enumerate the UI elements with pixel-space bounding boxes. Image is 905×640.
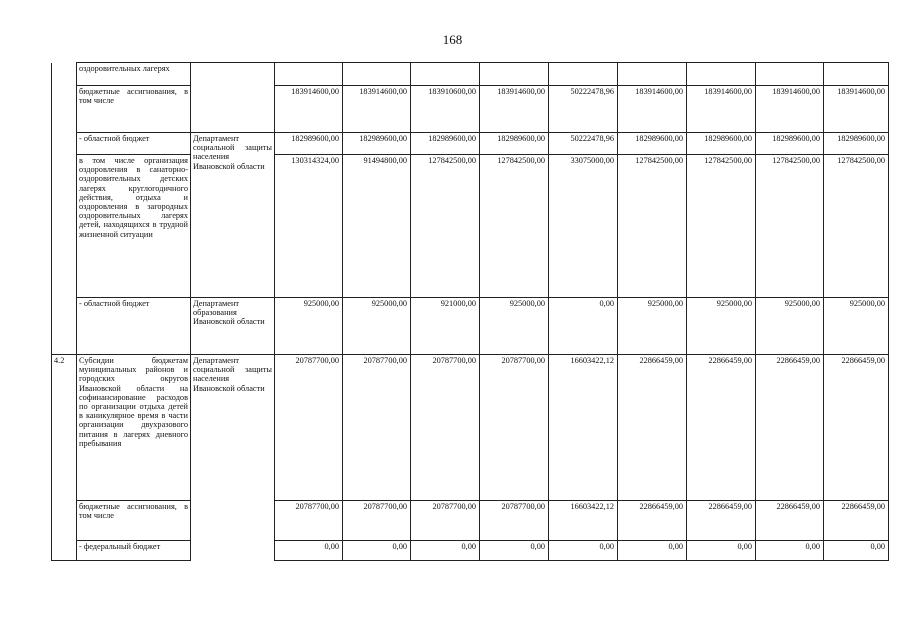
row-number (52, 298, 77, 355)
value-cell (275, 63, 343, 86)
value-cell: 183914600,00 (275, 86, 343, 133)
table-row (52, 63, 889, 86)
value-cell: 127842500,00 (411, 155, 480, 298)
value-cell (756, 63, 824, 86)
row-number: 4.2 (52, 355, 77, 501)
row-number (52, 63, 77, 86)
value-cell (618, 63, 687, 86)
value-cell: 16603422,12 (549, 355, 618, 501)
value-cell: 22866459,00 (824, 501, 889, 541)
value-cell: 925000,00 (275, 298, 343, 355)
value-cell: 16603422,12 (549, 501, 618, 541)
row-name: - областной бюджет (77, 298, 191, 355)
value-cell: 20787700,00 (275, 501, 343, 541)
value-cell: 183914600,00 (618, 86, 687, 133)
row-executor: Департамент социальной защиты населения Ивановской области (191, 133, 275, 298)
value-cell: 182989600,00 (275, 133, 343, 155)
value-cell: 183914600,00 (343, 86, 411, 133)
row-name: в том числе организация оздоровления в санаторно-оздоровительных детских лагерях круглогодичного действия, отдыха и оздоровления в загородных оздоровительных лагерях детей, находящихся в трудной жизненной ситуации (77, 155, 191, 298)
value-cell: 20787700,00 (480, 501, 549, 541)
value-cell: 925000,00 (756, 298, 824, 355)
value-cell: 182989600,00 (618, 133, 687, 155)
value-cell: 33075000,00 (549, 155, 618, 298)
value-cell: 22866459,00 (687, 501, 756, 541)
value-cell: 50222478,96 (549, 133, 618, 155)
value-cell: 0,00 (343, 541, 411, 561)
value-cell: 127842500,00 (824, 155, 889, 298)
value-cell: 0,00 (687, 541, 756, 561)
row-number (52, 541, 77, 561)
value-cell: 0,00 (411, 541, 480, 561)
value-cell: 20787700,00 (480, 355, 549, 501)
value-cell: 183914600,00 (756, 86, 824, 133)
page-number: 168 (442, 32, 463, 47)
value-cell: 182989600,00 (756, 133, 824, 155)
value-cell: 0,00 (480, 541, 549, 561)
row-name: Субсидии бюджетам муниципальных районов и городских округов Ивановской области на софинансирование расходов по организации отдыха детей в каникулярное время в части организации двухразового питания в лагерях дневного пребывания (77, 355, 191, 501)
value-cell: 22866459,00 (618, 355, 687, 501)
value-cell: 0,00 (618, 541, 687, 561)
value-cell: 182989600,00 (411, 133, 480, 155)
table-row (52, 298, 889, 355)
value-cell: 127842500,00 (618, 155, 687, 298)
value-cell: 127842500,00 (756, 155, 824, 298)
value-cell: 0,00 (275, 541, 343, 561)
table-row (52, 501, 889, 541)
value-cell: 22866459,00 (618, 501, 687, 541)
row-executor: Департамент образования Ивановской области (191, 298, 275, 355)
value-cell: 183914600,00 (824, 86, 889, 133)
value-cell: 182989600,00 (343, 133, 411, 155)
row-name: оздоровительных лагерях (77, 63, 191, 86)
row-executor (191, 63, 275, 133)
value-cell: 20787700,00 (343, 501, 411, 541)
value-cell: 127842500,00 (480, 155, 549, 298)
row-number (52, 133, 77, 155)
value-cell: 0,00 (756, 541, 824, 561)
table-row (52, 155, 889, 298)
value-cell: 183914600,00 (687, 86, 756, 133)
value-cell: 20787700,00 (411, 501, 480, 541)
value-cell: 0,00 (824, 541, 889, 561)
table-row (52, 355, 889, 501)
table-row (52, 133, 889, 155)
value-cell: 925000,00 (343, 298, 411, 355)
value-cell: 22866459,00 (824, 355, 889, 501)
value-cell: 182989600,00 (824, 133, 889, 155)
value-cell: 182989600,00 (687, 133, 756, 155)
value-cell: 20787700,00 (343, 355, 411, 501)
row-name: - федеральный бюджет (77, 541, 191, 561)
value-cell: 925000,00 (687, 298, 756, 355)
value-cell (343, 63, 411, 86)
value-cell (687, 63, 756, 86)
value-cell: 921000,00 (411, 298, 480, 355)
row-name: - областной бюджет (77, 133, 191, 155)
row-number (52, 155, 77, 298)
row-number (52, 86, 77, 133)
value-cell: 127842500,00 (687, 155, 756, 298)
row-name: бюджетные ассигнования, в том числе (77, 86, 191, 133)
value-cell (480, 63, 549, 86)
value-cell (411, 63, 480, 86)
budget-table (51, 62, 889, 561)
value-cell: 91494800,00 (343, 155, 411, 298)
value-cell: 20787700,00 (411, 355, 480, 501)
value-cell: 50222478,96 (549, 86, 618, 133)
value-cell: 22866459,00 (756, 355, 824, 501)
table-row (52, 86, 889, 133)
value-cell: 183914600,00 (480, 86, 549, 133)
value-cell: 0,00 (549, 541, 618, 561)
row-name: бюджетные ассигнования, в том числе (77, 501, 191, 541)
table-row (52, 541, 889, 561)
value-cell: 20787700,00 (275, 355, 343, 501)
value-cell: 183910600,00 (411, 86, 480, 133)
value-cell (824, 63, 889, 86)
value-cell: 925000,00 (618, 298, 687, 355)
value-cell: 0,00 (549, 298, 618, 355)
value-cell: 925000,00 (480, 298, 549, 355)
value-cell: 182989600,00 (480, 133, 549, 155)
row-number (52, 501, 77, 541)
value-cell: 22866459,00 (756, 501, 824, 541)
value-cell: 130314324,00 (275, 155, 343, 298)
row-executor: Департамент социальной защиты населения Ивановской области (191, 355, 275, 561)
value-cell: 22866459,00 (687, 355, 756, 501)
value-cell: 925000,00 (824, 298, 889, 355)
value-cell (549, 63, 618, 86)
